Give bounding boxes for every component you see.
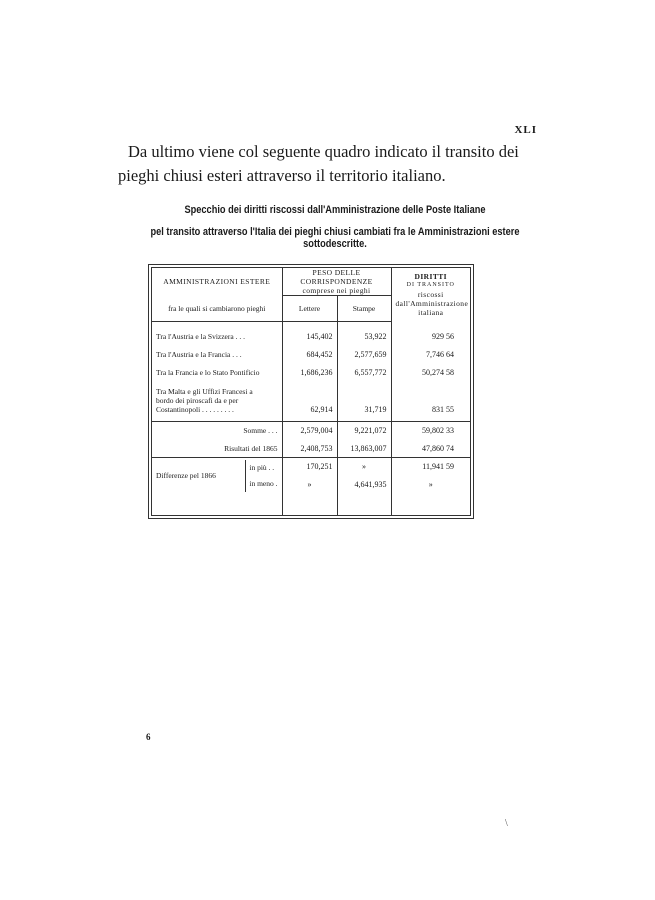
row-label: Tra l'Austria e la Svizzera . . .	[156, 332, 245, 341]
somme-diritti: 59,802 33	[391, 422, 470, 440]
table-heading-line2: pel transito attraverso l'Italia dei pieghi chiusi cambiati fra le Amministrazioni estere sottodescritte.	[150, 226, 520, 250]
header-lettere: Lettere	[282, 296, 337, 322]
row-label: Tra la Francia e lo Stato Pontificio	[156, 368, 260, 377]
differenze-brace	[245, 460, 277, 492]
row-label-line1: Tra Malta e gli Uffizi Francesi a	[156, 386, 253, 396]
risultati-stampe: 13,863,007	[337, 440, 391, 458]
row-stampe: 31,719	[337, 382, 391, 416]
row-label-line2: bordo dei piroscafi da e per	[156, 395, 239, 405]
in-piu-lettere: 170,251	[282, 458, 337, 476]
transit-table-frame	[148, 264, 474, 519]
page-number: XLI	[514, 124, 537, 136]
row-diritti: 7,746 64	[391, 346, 470, 364]
row-lettere: 1,686,236	[282, 364, 337, 382]
row-label	[152, 382, 282, 416]
risultati-lettere: 2,408,753	[282, 440, 337, 458]
header-weight-sub: comprese nei pieghi	[302, 286, 371, 295]
differenze-label: Differenze pel 1866	[156, 471, 216, 481]
risultati-diritti: 47,860 74	[391, 440, 470, 458]
differenze-in-piu-row	[152, 458, 470, 476]
header-rights-line2: DI TRANSITO	[406, 282, 455, 289]
header-rights	[391, 268, 470, 322]
risultati-row	[152, 440, 470, 458]
stray-mark: \	[505, 818, 508, 829]
row-diritti: 929 56	[391, 328, 470, 346]
header-weight	[282, 268, 391, 296]
intro-text: Da ultimo viene col seguente quadro indicato il transito dei pieghi chiusi esteri attraverso il territorio italiano.	[118, 142, 519, 185]
risultati-label: Risultati del 1865	[152, 440, 282, 458]
table-row	[152, 346, 470, 364]
table-row	[152, 364, 470, 382]
transit-table	[152, 268, 470, 515]
in-piu-label: in più . .	[249, 462, 275, 472]
transit-table-inner	[151, 267, 471, 516]
header-stampe: Stampe	[337, 296, 391, 322]
row-label-line3: Costantinopoli . . . . . . . . .	[156, 404, 234, 414]
row-diritti: 50,274 58	[391, 364, 470, 382]
header-weight-title: PESO DELLE CORRISPONDENZE	[300, 268, 373, 286]
somme-row	[152, 422, 470, 440]
header-rights-line3: riscossi	[417, 290, 444, 300]
in-meno-label: in meno .	[249, 478, 278, 488]
somme-label: Somme . . .	[243, 426, 278, 436]
in-piu-stampe: »	[337, 458, 391, 476]
header-rights-line4: dall'Amministrazione	[395, 299, 469, 309]
somme-stampe: 9,221,072	[337, 422, 391, 440]
table-row	[152, 328, 470, 346]
in-piu-diritti: 11,941 59	[391, 458, 470, 476]
bottom-spacer-row	[152, 494, 470, 516]
intro-paragraph	[118, 140, 538, 188]
row-stampe: 53,922	[337, 328, 391, 346]
in-meno-lettere: »	[282, 476, 337, 494]
row-lettere: 684,452	[282, 346, 337, 364]
header-row-top	[152, 268, 470, 296]
in-meno-diritti: »	[391, 476, 470, 494]
header-admin-sub: fra le quali si cambiarono pieghi	[152, 296, 282, 322]
in-meno-stampe: 4,641,935	[337, 476, 391, 494]
row-stampe: 6,557,772	[337, 364, 391, 382]
header-rights-line5: italiana	[418, 308, 444, 318]
header-admin-title: AMMINISTRAZIONI ESTERE	[163, 277, 271, 287]
header-rights-title: DIRITTI	[414, 272, 447, 282]
row-lettere: 145,402	[282, 328, 337, 346]
somme-lettere: 2,579,004	[282, 422, 337, 440]
row-label: Tra l'Austria e la Francia . . .	[156, 350, 242, 359]
row-diritti: 831 55	[391, 382, 470, 416]
signature-number: 6	[146, 732, 151, 742]
differenze-label-cell	[152, 458, 282, 494]
row-lettere: 62,914	[282, 382, 337, 416]
row-stampe: 2,577,659	[337, 346, 391, 364]
table-row	[152, 382, 470, 416]
table-heading-line1: Specchio dei diritti riscossi dall'Amministrazione delle Poste Italiane	[184, 204, 486, 216]
